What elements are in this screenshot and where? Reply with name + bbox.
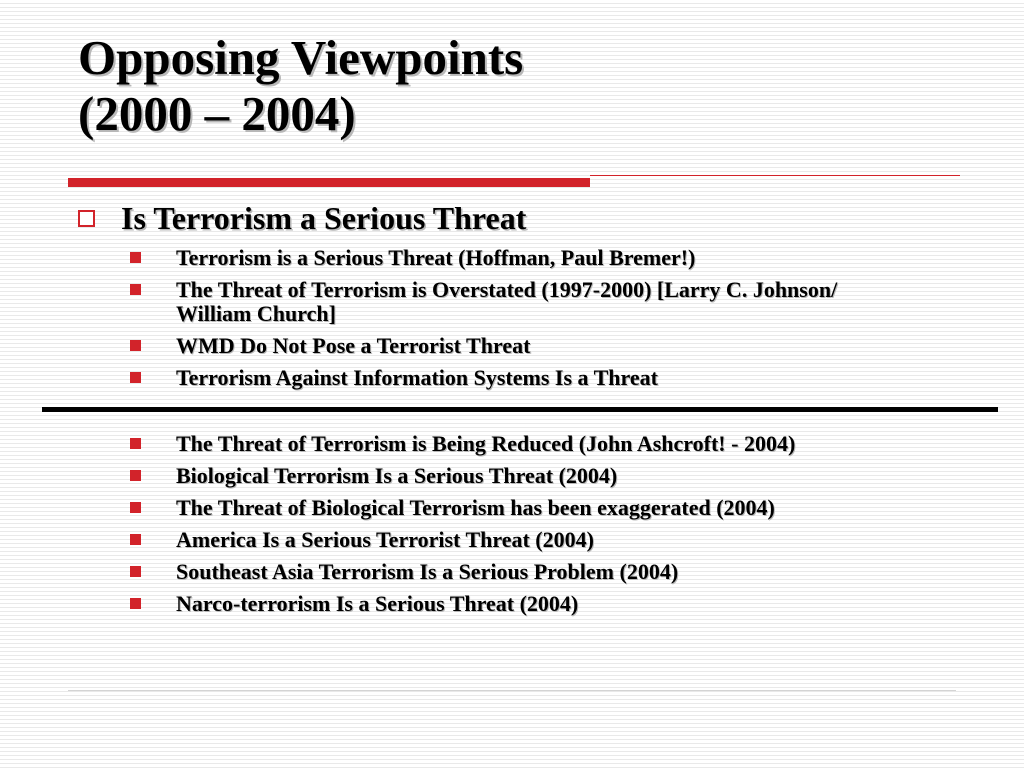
list-item-text: WMD Do Not Pose a Terrorist Threat [176, 333, 531, 358]
list-item-text: The Threat of Biological Terrorism has been exaggerated (2004) [176, 495, 775, 520]
list-item-text: America Is a Serious Terrorist Threat (2004) [176, 527, 594, 552]
footer-rule [68, 690, 956, 691]
list-item [130, 246, 910, 270]
viewpoints-list-group-2 [130, 432, 910, 624]
slide-title-line-1: Opposing Viewpoints [78, 30, 524, 85]
title-underline-thin [590, 175, 960, 176]
list-item [130, 560, 910, 584]
list-item-text: Biological Terrorism Is a Serious Threat (2004) [176, 463, 618, 488]
list-item [130, 592, 910, 616]
filled-square-bullet-icon [130, 252, 141, 263]
slide-title [78, 30, 523, 142]
list-item [130, 528, 910, 552]
filled-square-bullet-icon [130, 340, 141, 351]
list-item [130, 464, 910, 488]
filled-square-bullet-icon [130, 502, 141, 513]
filled-square-bullet-icon [130, 598, 141, 609]
list-item [130, 496, 910, 520]
list-item-text: Narco-terrorism Is a Serious Threat (2004) [176, 591, 579, 616]
main-bullet-text: Is Terrorism a Serious Threat [121, 200, 527, 236]
filled-square-bullet-icon [130, 284, 141, 295]
list-item-text: Terrorism is a Serious Threat (Hoffman, Paul Bremer!) [176, 245, 696, 270]
main-bullet-item [78, 200, 526, 236]
list-item-text: Southeast Asia Terrorism Is a Serious Problem (2004) [176, 559, 679, 584]
title-underline-thick [68, 178, 590, 187]
filled-square-bullet-icon [130, 566, 141, 577]
hollow-square-bullet-icon [78, 210, 95, 227]
filled-square-bullet-icon [130, 372, 141, 383]
list-item [130, 432, 910, 456]
list-item [130, 366, 910, 390]
slide-title-line-2: (2000 – 2004) [78, 86, 356, 141]
list-item-text: The Threat of Terrorism is Being Reduced (John Ashcroft! - 2004) [176, 431, 796, 456]
list-item [130, 278, 910, 326]
section-divider [42, 407, 998, 412]
viewpoints-list-group-1 [130, 246, 910, 398]
filled-square-bullet-icon [130, 438, 141, 449]
list-item [130, 334, 910, 358]
filled-square-bullet-icon [130, 470, 141, 481]
list-item-text: Terrorism Against Information Systems Is a Threat [176, 365, 658, 390]
filled-square-bullet-icon [130, 534, 141, 545]
list-item-text: The Threat of Terrorism is Overstated (1997-2000) [Larry C. Johnson/ William Church] [176, 277, 838, 326]
